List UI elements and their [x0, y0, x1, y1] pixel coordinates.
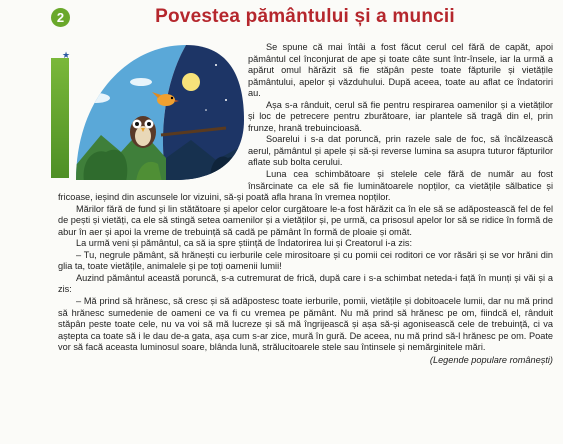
paragraph: Se spune că mai întâi a fost făcut cerul cel fără de capăt, apoi pământul cel înconjurat de ape și toate câte sunt într-însele, iar la urmă a apărut omul hărăzit să fie stăpân peste toate făpturile și vietățile pământului, apelor și văzduhului. După aceea, toate au aflat ce îndatoriri au. — [248, 42, 553, 99]
source-citation: (Legende populare românești) — [429, 354, 553, 365]
paragraph: Mărilor fără de fund și lin stătătoare și apelor celor curgătoare le-a fost hărăzit ca în ele să se adăpostească fel de fel de pești și vietăți, ca ele să stingă setea oamenilor și a vietăților și, pe urmă, ca prisosul apelor lor să se ridice în formă de abur în aer și apoi la vreme de trebuință să cadă pe pământ în formă de ploaie și omăt. — [58, 203, 553, 237]
paragraph: – Tu, negrule pământ, să hrănești cu ierburile cele mirositoare și cu pomii cei roditori ce vor răsări și se vor hrăni din glia ta, toate vietățile, animalele și pe toți oamenii lumii! — [58, 249, 553, 272]
paragraph: – Mă prind să hrănesc, să cresc și să adăpostesc toate ierburile, pomii, vietățile și dobitoacele lumii, dar nu mă prind să hrănesc sumedenie de oameni ce va fi cu vremea pe pământ. Nu mă prind să hrănesc pe om, fiindcă el, rânduit stăpân peste toate cele, nu va voi să mă lucreze și să mă îngrijească și așa să-și agonisească cele de trebuință, ci va aștepta ca toate să i le dau de-a gata, așa cum s-ar zice, mură în gură. De aceea, nu mă prind să-l hrănesc pe om. Poate vor să facă aceasta luminosul soare, blânda lună, strălucitoarele stele sau întinsele și nemărginitele mări. — [58, 296, 553, 353]
star-icon: ★ — [62, 50, 71, 60]
story-text — [58, 42, 553, 366]
lesson-title: Povestea pământului și a muncii — [155, 6, 455, 27]
paragraph: La urmă veni și pământul, ca să ia spre știință de îndatorirea lui și Creatorul i-a zis: — [76, 238, 413, 249]
lesson-number-badge: 2 — [51, 8, 70, 27]
paragraph: Soarelui i s-a dat poruncă, prin razele sale de foc, să încălzească aerul, pământul și apele și să-și reverse lumina sa asupra tuturor făpturilor aflate sub bolta cerului. — [248, 134, 553, 168]
paragraph: Așa s-a rânduit, cerul să fie pentru respirarea oamenilor și a vietăților și loc de petrecere pentru zburătoare, iar plantele să tragă din el, prin frunze, hrană trebuincioasă. — [248, 99, 553, 133]
paragraph: Auzind pământul această poruncă, s-a cutremurat de frică, după care i s-a schimbat neteda-i față în munți și văi și a zis: — [58, 272, 553, 295]
paragraph: Luna cea schimbătoare și stelele cele fără de număr au fost însărcinate ca ele să fie luminătoarele nopților, ca vietățile sălbatice și fricoase, ieșind din ascunsele lor vizuini, să-și poată afla hrana în vremea nopților. — [58, 169, 553, 203]
